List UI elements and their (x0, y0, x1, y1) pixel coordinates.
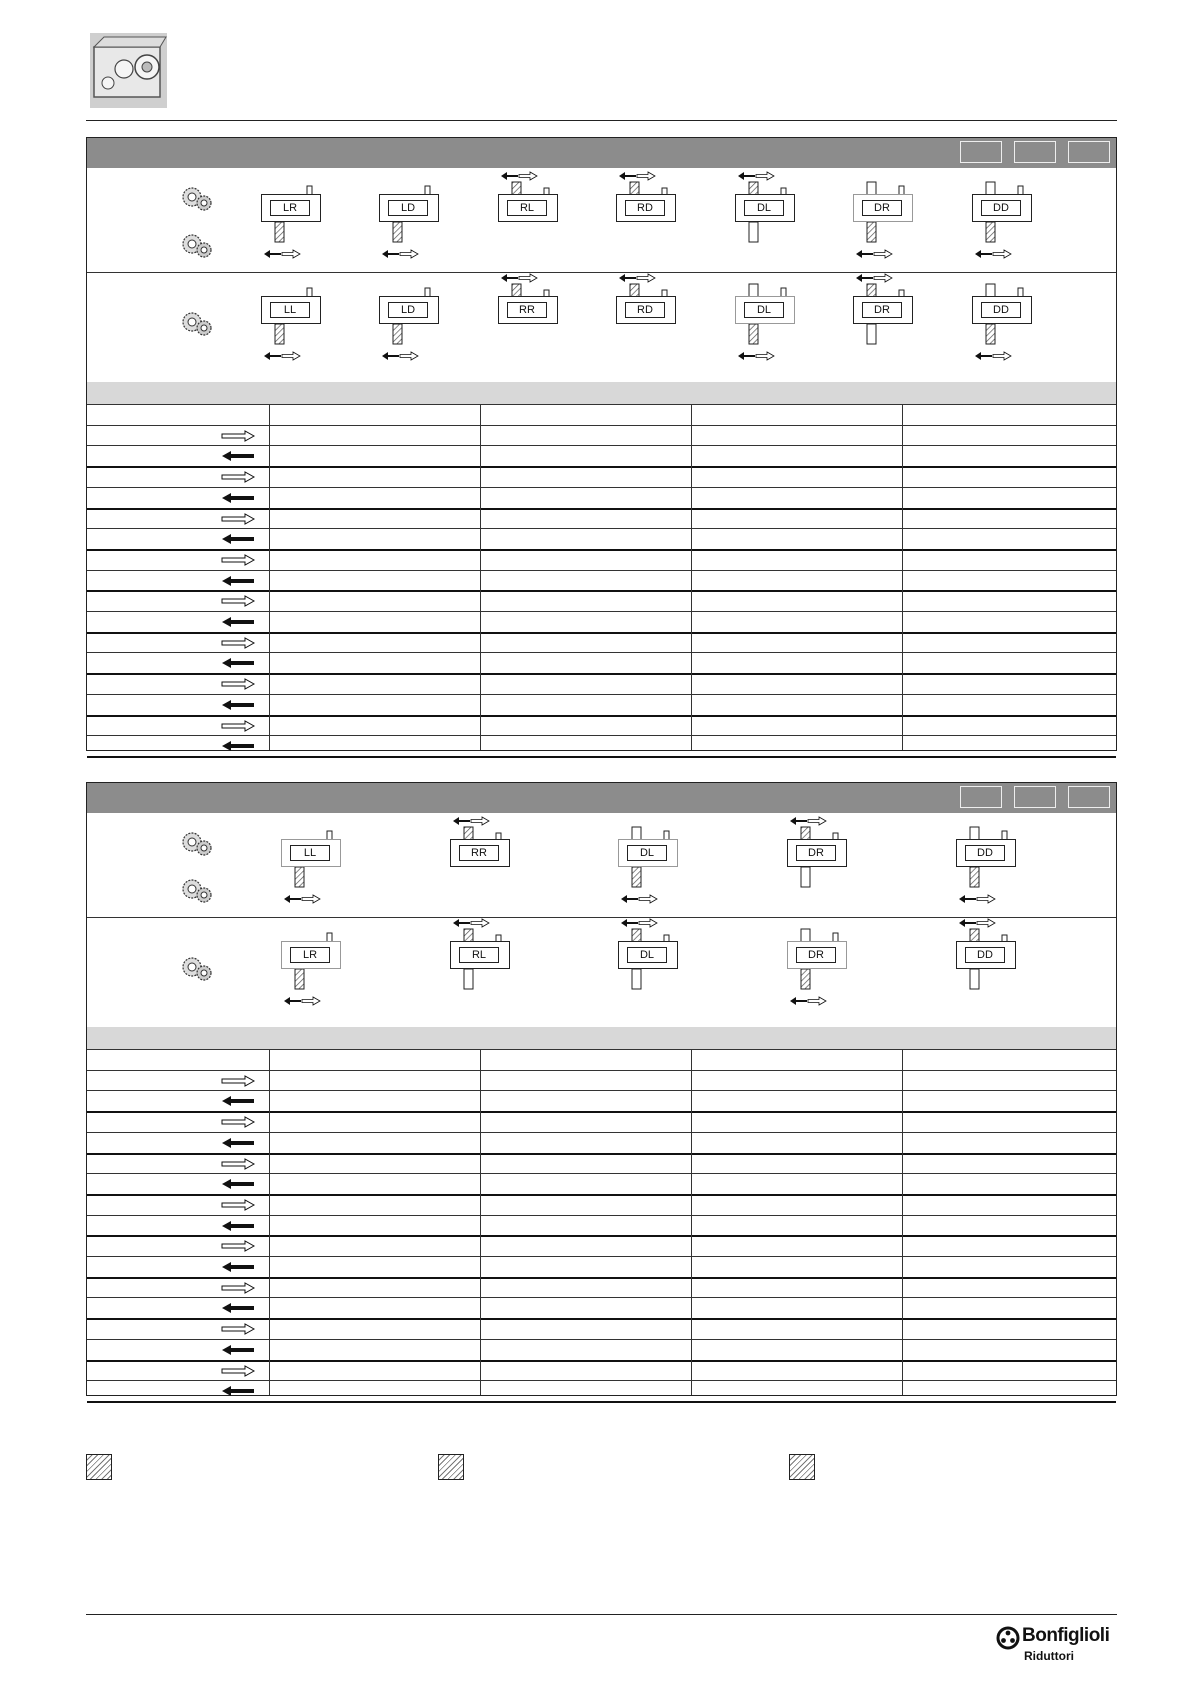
direction-arrows-icon (737, 168, 775, 186)
gearbox-outline (618, 839, 678, 867)
gearbox-outline (498, 194, 558, 222)
config-label: LD (388, 302, 428, 318)
direction-arrows-icon (452, 915, 490, 933)
config-label: LR (290, 947, 330, 963)
config-diagram-dl (735, 282, 799, 362)
direction-arrows-icon (618, 270, 656, 288)
solid-left-arrow-icon (221, 1384, 255, 1402)
direction-arrows-icon (381, 246, 419, 264)
direction-arrows-icon (263, 348, 301, 366)
config-label: DD (965, 947, 1005, 963)
grid-line (87, 404, 1116, 405)
header-cell (1068, 786, 1110, 808)
gearbox-outline (379, 296, 439, 324)
solid-left-arrow-icon (221, 1260, 255, 1278)
config-label: DL (627, 947, 667, 963)
gearbox-outline (281, 941, 341, 969)
gearbox-outline (450, 941, 510, 969)
outline-right-arrow-icon (221, 429, 255, 447)
config-label: DR (862, 200, 902, 216)
grid-column-line (902, 1049, 903, 1395)
gearbox-outline (956, 839, 1016, 867)
config-diagram-rl (498, 180, 562, 260)
gearbox-outline (972, 296, 1032, 324)
outline-right-arrow-icon (221, 1322, 255, 1340)
solid-left-arrow-icon (221, 1301, 255, 1319)
gearbox-outline (261, 296, 321, 324)
config-label: LL (270, 302, 310, 318)
top-rule (86, 120, 1117, 121)
diagram-row-2 (87, 272, 1116, 382)
config-label: DD (981, 302, 1021, 318)
solid-left-arrow-icon (221, 1094, 255, 1112)
config-label: RL (459, 947, 499, 963)
direction-arrows-icon (958, 915, 996, 933)
config-diagram-rr (450, 825, 514, 905)
table-1-header (87, 138, 1116, 168)
solid-left-arrow-icon (221, 615, 255, 633)
header-cell (1068, 141, 1110, 163)
config-label: DD (981, 200, 1021, 216)
config-diagram-rr (498, 282, 562, 362)
header-cell (1014, 786, 1056, 808)
table-2 (86, 782, 1117, 1396)
solid-left-arrow-icon (221, 739, 255, 757)
direction-arrows-icon (500, 168, 538, 186)
outline-right-arrow-icon (221, 553, 255, 571)
config-diagram-dl (735, 180, 799, 260)
gearbox-outline (956, 941, 1016, 969)
grid-column-line (691, 404, 692, 750)
direction-arrows-icon (618, 168, 656, 186)
outline-right-arrow-icon (221, 636, 255, 654)
direction-arrows-icon (452, 813, 490, 831)
gearbox-outline (972, 194, 1032, 222)
outline-right-arrow-icon (221, 677, 255, 695)
brand-name: Bonfiglioli (1022, 1625, 1110, 1646)
config-diagram-dd (956, 927, 1020, 1007)
gear-pair-icon (179, 828, 213, 863)
direction-arrows-icon (283, 993, 321, 1011)
direction-arrows-icon (620, 891, 658, 909)
gearbox-outline (618, 941, 678, 969)
gearbox-outline (379, 194, 439, 222)
solid-left-arrow-icon (221, 574, 255, 592)
config-label: DL (744, 302, 784, 318)
grey-band (87, 1027, 1116, 1049)
header-cell (1014, 141, 1056, 163)
config-diagram-dr (853, 180, 917, 260)
grid-column-line (480, 1049, 481, 1395)
config-diagram-lr (261, 180, 325, 260)
grid-column-line (902, 404, 903, 750)
gear-pair-icon (179, 183, 213, 218)
outline-right-arrow-icon (221, 1364, 255, 1382)
config-diagram-dr (787, 825, 851, 905)
config-diagram-rd (616, 282, 680, 362)
direction-arrows-icon (283, 891, 321, 909)
gearbox-outline (735, 194, 795, 222)
config-label: DR (796, 947, 836, 963)
direction-arrows-icon (737, 348, 775, 366)
solid-left-arrow-icon (221, 1219, 255, 1237)
config-diagram-dd (972, 180, 1036, 260)
outline-right-arrow-icon (221, 1281, 255, 1299)
config-diagram-dr (787, 927, 851, 1007)
outline-right-arrow-icon (221, 1198, 255, 1216)
config-label: RD (625, 200, 665, 216)
config-label: DR (796, 845, 836, 861)
gearbox-outline (735, 296, 795, 324)
direction-arrows-icon (789, 993, 827, 1011)
legend-swatch-2 (438, 1454, 464, 1480)
solid-left-arrow-icon (221, 1177, 255, 1195)
outline-right-arrow-icon (221, 512, 255, 530)
direction-arrows-icon (958, 891, 996, 909)
brand-sub: Riduttori (1024, 1649, 1074, 1663)
grid-line (87, 1049, 1116, 1050)
product-image (90, 33, 167, 108)
solid-left-arrow-icon (221, 656, 255, 674)
config-label: DL (744, 200, 784, 216)
config-diagram-ll (281, 825, 345, 905)
solid-left-arrow-icon (221, 698, 255, 716)
outline-right-arrow-icon (221, 1115, 255, 1133)
grid-line (87, 1070, 1116, 1071)
direction-arrows-icon (381, 348, 419, 366)
config-label: LR (270, 200, 310, 216)
direction-arrows-icon (789, 813, 827, 831)
config-diagram-dd (956, 825, 1020, 905)
config-label: DL (627, 845, 667, 861)
outline-right-arrow-icon (221, 1239, 255, 1257)
config-diagram-lr (281, 927, 345, 1007)
outline-right-arrow-icon (221, 719, 255, 737)
config-diagram-dl (618, 927, 682, 1007)
direction-arrows-icon (855, 270, 893, 288)
grey-band (87, 382, 1116, 404)
gear-pair-icon (179, 953, 213, 988)
config-diagram-dl (618, 825, 682, 905)
direction-arrows-icon (263, 246, 301, 264)
config-label: RD (625, 302, 665, 318)
direction-arrows-icon (974, 348, 1012, 366)
solid-left-arrow-icon (221, 1136, 255, 1154)
grid-column-line (480, 404, 481, 750)
gearbox-outline (498, 296, 558, 324)
table-2-header (87, 783, 1116, 813)
config-label: RR (507, 302, 547, 318)
grid-column-line (691, 1049, 692, 1395)
header-cell (960, 786, 1002, 808)
diagram-row-1 (87, 168, 1116, 273)
gearbox-outline (853, 296, 913, 324)
outline-right-arrow-icon (221, 594, 255, 612)
config-label: LL (290, 845, 330, 861)
config-diagram-ll (261, 282, 325, 362)
config-label: RR (459, 845, 499, 861)
gearbox-outline (616, 194, 676, 222)
grid-column-line (269, 1049, 270, 1395)
legend-swatch-1 (86, 1454, 112, 1480)
config-diagram-rd (616, 180, 680, 260)
grid-line (87, 425, 1116, 426)
gearbox-outline (787, 839, 847, 867)
solid-left-arrow-icon (221, 449, 255, 467)
bottom-rule (86, 1614, 1117, 1615)
solid-left-arrow-icon (221, 532, 255, 550)
brand-logo (996, 1624, 1118, 1668)
header-cell (960, 141, 1002, 163)
config-diagram-dr (853, 282, 917, 362)
config-label: RL (507, 200, 547, 216)
gearbox-outline (281, 839, 341, 867)
gearbox-outline (853, 194, 913, 222)
grid-column-line (269, 404, 270, 750)
gearbox-outline (450, 839, 510, 867)
direction-arrows-icon (500, 270, 538, 288)
direction-arrows-icon (974, 246, 1012, 264)
config-label: LD (388, 200, 428, 216)
outline-right-arrow-icon (221, 1157, 255, 1175)
outline-right-arrow-icon (221, 1074, 255, 1092)
gearbox-outline (616, 296, 676, 324)
gear-pair-icon (179, 308, 213, 343)
config-label: DR (862, 302, 902, 318)
config-label: DD (965, 845, 1005, 861)
solid-left-arrow-icon (221, 491, 255, 509)
brand-logo-icon (996, 1626, 1020, 1650)
config-diagram-ld (379, 180, 443, 260)
direction-arrows-icon (855, 246, 893, 264)
gear-pair-icon (179, 875, 213, 910)
gear-pair-icon (179, 230, 213, 265)
config-diagram-rl (450, 927, 514, 1007)
config-diagram-ld (379, 282, 443, 362)
legend-swatch-3 (789, 1454, 815, 1480)
outline-right-arrow-icon (221, 470, 255, 488)
table-1 (86, 137, 1117, 751)
gearbox-outline (261, 194, 321, 222)
solid-left-arrow-icon (221, 1343, 255, 1361)
config-diagram-dd (972, 282, 1036, 362)
gearbox-outline (787, 941, 847, 969)
direction-arrows-icon (620, 915, 658, 933)
